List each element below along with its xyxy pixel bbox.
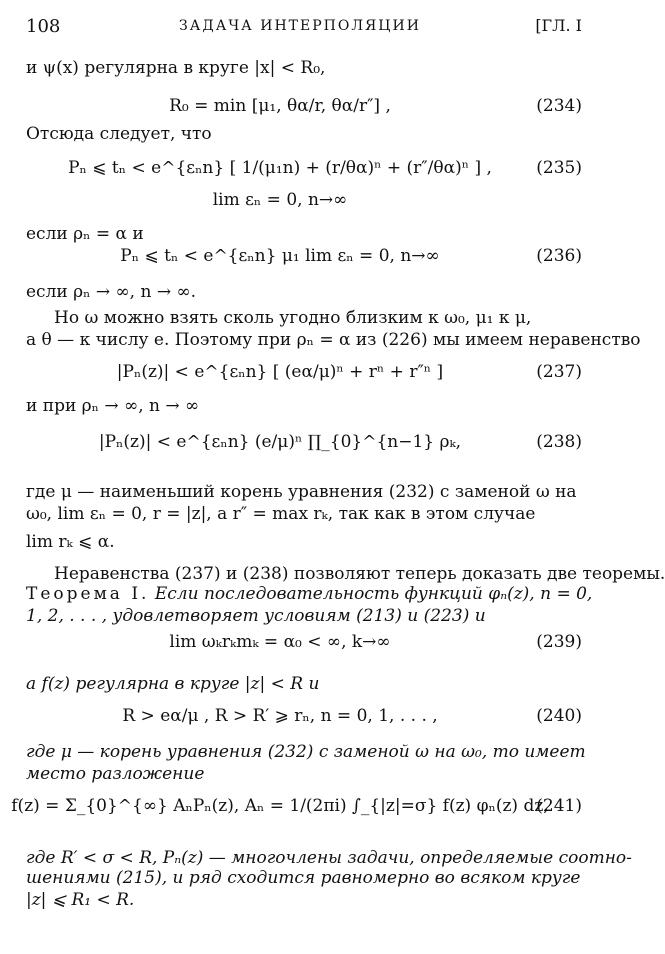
text-line: а θ — к числу e. Поэтому при ρₙ = α из (226) мы имеем неравенство bbox=[26, 330, 641, 350]
equation-number: (240) bbox=[536, 706, 582, 726]
theorem-text-line: где μ — корень уравнения (232) с заменой ω на ω₀, то имеет bbox=[26, 742, 586, 762]
formula-235: Pₙ ⩽ tₙ < e^{εₙn} [ 1/(μ₁n) + (r/θα)ⁿ + (r″/θα)ⁿ ] , bbox=[68, 158, 492, 178]
formula-238: |Pₙ(z)| < e^{εₙn} (e/μ)ⁿ ∏_{0}^{n−1} ρₖ, bbox=[98, 432, 462, 452]
equation-number: (236) bbox=[536, 246, 582, 266]
formula-234: R₀ = min [μ₁, θα/r, θα/r″] , bbox=[169, 96, 391, 116]
equation-number: (239) bbox=[536, 632, 582, 652]
formula-235-limit: lim εₙ = 0, n→∞ bbox=[212, 190, 348, 210]
theorem-heading: Теорема I. bbox=[26, 584, 150, 604]
text-line: Неравенства (237) и (238) позволяют теперь доказать две теоремы. bbox=[54, 564, 665, 584]
theorem-heading-line bbox=[26, 584, 592, 604]
theorem-text-line: |z| ⩽ R₁ < R. bbox=[26, 890, 135, 910]
text-line: где μ — наименьший корень уравнения (232) с заменой ω на bbox=[26, 482, 577, 502]
text-line: lim rₖ ⩽ α. bbox=[26, 532, 115, 552]
text-line: ω₀, lim εₙ = 0, r = |z|, а r″ = max rₖ, так как в этом случае bbox=[26, 504, 536, 524]
formula-236: Pₙ ⩽ tₙ < e^{εₙn} μ₁ lim εₙ = 0, n→∞ bbox=[120, 246, 440, 266]
formula-241: f(z) = Σ_{0}^{∞} AₙPₙ(z), Aₙ = 1/(2πi) ∫_{|z|=σ} f(z) φₙ(z) dz, bbox=[11, 796, 549, 816]
text-line: если ρₙ = α и bbox=[26, 224, 144, 244]
text-line: и при ρₙ → ∞, n → ∞ bbox=[26, 396, 200, 416]
text-line: Но ω можно взять сколь угодно близким к ω₀, μ₁ к μ, bbox=[54, 308, 532, 328]
theorem-text: Если последовательность функций φₙ(z), n = 0, bbox=[154, 584, 593, 604]
equation-number: (235) bbox=[536, 158, 582, 178]
text-line: если ρₙ → ∞, n → ∞. bbox=[26, 282, 197, 302]
equation-number: (238) bbox=[536, 432, 582, 452]
theorem-text-line: а f(z) регулярна в круге |z| < R и bbox=[26, 674, 320, 694]
formula-237: |Pₙ(z)| < e^{εₙn} [ (eα/μ)ⁿ + rⁿ + r″ⁿ ] bbox=[116, 362, 444, 382]
page-number: 108 bbox=[26, 16, 61, 37]
text-line: и ψ(x) регулярна в круге |x| < R₀, bbox=[26, 58, 326, 78]
equation-number: (234) bbox=[536, 96, 582, 116]
chapter-reference: [ГЛ. I bbox=[535, 16, 582, 35]
theorem-text-line: место разложение bbox=[26, 764, 205, 784]
formula-239: lim ωₖrₖmₖ = α₀ < ∞, k→∞ bbox=[169, 632, 391, 652]
theorem-text-line: где R′ < σ < R, Pₙ(z) — многочлены задачи, определяемые соотно- bbox=[26, 848, 632, 868]
running-title: ЗАДАЧА ИНТЕРПОЛЯЦИИ bbox=[179, 18, 421, 34]
equation-number: (241) bbox=[536, 796, 582, 816]
equation-number: (237) bbox=[536, 362, 582, 382]
theorem-text-line: 1, 2, . . . , удовлетворяет условиям (213) и (223) и bbox=[26, 606, 486, 626]
theorem-text-line: шениями (215), и ряд сходится равномерно во всяком круге bbox=[26, 868, 581, 888]
text-line: Отсюда следует, что bbox=[26, 124, 212, 144]
formula-240: R > eα/μ , R > R′ ⩾ rₙ, n = 0, 1, . . . , bbox=[122, 706, 438, 726]
